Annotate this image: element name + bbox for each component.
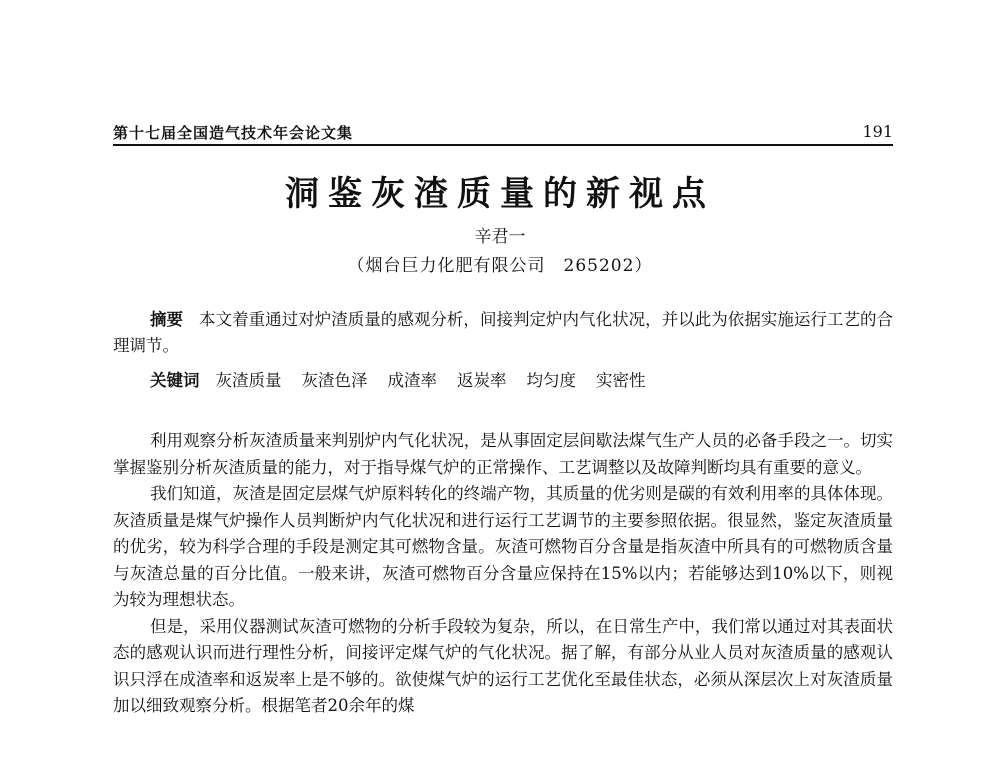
body-paragraph: 但是，采用仪器测试灰渣可燃物的分析手段较为复杂，所以，在日常生产中，我们常以通过对其表面状态的感观认识而进行理性分析，间接评定煤气炉的气化状况。据了解，有部分从业人员对灰渣质量的感观认识只浮在成渣率和返炭率上是不够的。欲使煤气炉的运行工艺优化至最佳状态，必须从深层次上对灰渣质量加以细致观察分析。根据笔者20余年的煤 bbox=[113, 616, 893, 715]
body-paragraph: 我们知道，灰渣是固定层煤气炉原料转化的终端产物，其质量的优劣则是碳的有效利用率的具体体现。灰渣质量是煤气炉操作人员判断炉内气化状况和进行运行工艺调节的主要参照依据。很显然，鉴定灰渣质量的优劣，较为科学合理的手段是测定其可燃物含量。灰渣可燃物百分含量是指灰渣中所具有的可燃物质含量与灰渣总量的百分比值。一般来讲，灰渣可燃物百分含量应保持在15%以内；若能够达到10%以下，则视为较为理想状态。 bbox=[113, 484, 893, 609]
body-text bbox=[113, 428, 893, 720]
author-affiliation: （烟台巨力化肥有限公司 265202） bbox=[347, 256, 653, 276]
running-header bbox=[113, 122, 893, 146]
keyword: 均匀度 bbox=[526, 371, 576, 390]
abstract-text: 本文着重通过对炉渣质量的感观分析，间接判定炉内气化状况，并以此为依据实施运行工艺的合理调节。 bbox=[113, 310, 894, 355]
author-name: 辛君一 bbox=[474, 227, 526, 247]
paper-title: 洞鉴灰渣质量的新视点 bbox=[285, 174, 715, 214]
keyword: 灰渣质量 bbox=[215, 371, 282, 390]
keyword: 成渣率 bbox=[387, 371, 437, 390]
keyword: 灰渣色泽 bbox=[301, 371, 368, 390]
body-paragraph: 利用观察分析灰渣质量来判别炉内气化状况，是从事固定层间歇法煤气生产人员的必备手段之一。切实掌握鉴别分析灰渣质量的能力，对于指导煤气炉的正常操作、工艺调整以及故障判断均具有重要的意义。 bbox=[113, 431, 893, 477]
abstract bbox=[113, 307, 893, 359]
keywords-label: 关键词 bbox=[150, 371, 200, 390]
keyword: 返炭率 bbox=[457, 371, 507, 390]
abstract-label: 摘要 bbox=[150, 310, 184, 329]
page-number: 191 bbox=[862, 122, 893, 141]
journal-title: 第十七届全国造气技术年会论文集 bbox=[113, 124, 354, 142]
keyword: 实密性 bbox=[596, 371, 646, 390]
keywords bbox=[150, 367, 666, 391]
